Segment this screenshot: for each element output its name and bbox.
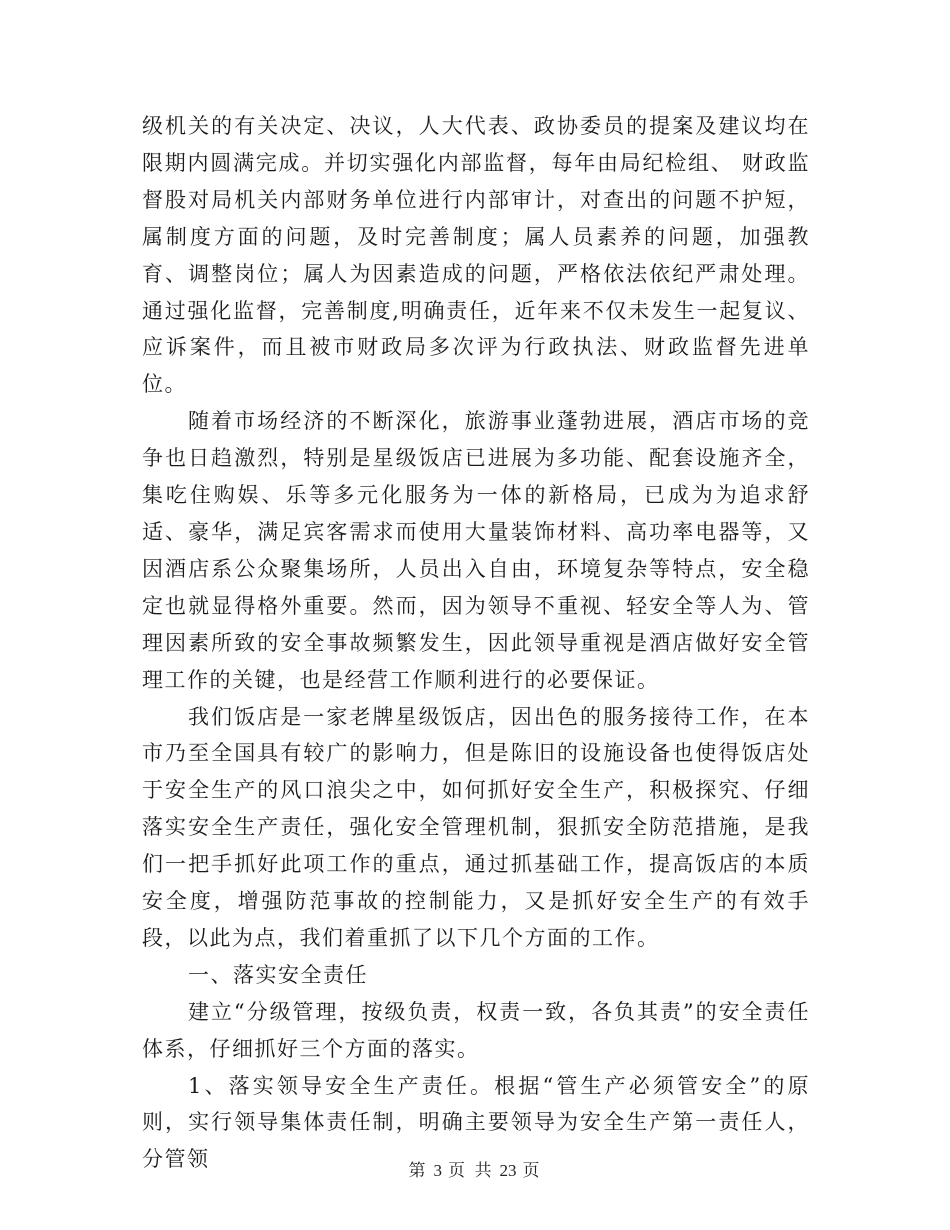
current-page-number: 3 (433, 1161, 443, 1180)
section-heading: 一、落实安全责任 (188, 962, 368, 987)
paragraph-3: 我们饭店是一家老牌星级饭店，因出色的服务接待工作，在本市乃至全国具有较广的影响力，但是陈旧的设施设备也使得饭店处于安全生产的风口浪尖之中，如何抓好安全生产，积极探究、仔细落实安全生产责任，强化安全管理机制，狠抓安全防范措施，是我们一把手抓好此项工作的重点，通过抓基础工作，提高饭店的本质安全度，增强防范事故的控制能力，又是抓好安全生产的有效手段，以此为点，我们着重抓了以下几个方面的工作。 (142, 704, 810, 950)
paragraph-2: 随着市场经济的不断深化，旅游事业蓬勃进展，酒店市场的竞争也日趋激烈，特别是星级饭店已进展为多功能、配套设施齐全，集吃住购娱、乐等多元化服务为一体的新格局，已成为为追求舒适、豪华，满足宾客需求而使用大量装饰材料、高功率电器等，又因酒店系公众聚集场所，人员出入自由，环境复杂等特点，安全稳定也就显得格外重要。然而，因为领导不重视、轻安全等人为、管理因素所致的安全事故频繁发生，因此领导重视是酒店做好安全管理工作的关键，也是经营工作顺利进行的必要保证。 (142, 409, 810, 692)
footer-prefix: 第 (408, 1161, 428, 1181)
total-pages-number: 23 (499, 1161, 517, 1180)
footer-suffix: 页 (522, 1161, 542, 1181)
footer-middle: 页 共 (448, 1161, 494, 1181)
paragraph-4: 建立“分级管理，按级负责，权责一致，各负其责”的安全责任体系，仔细抓好三个方面的落实。 (142, 999, 810, 1061)
document-body (142, 108, 810, 1178)
paragraph-5: 1、落实领导安全生产责任。根据“管生产必须管安全”的原则，实行领导集体责任制，明确主要领导为安全生产第一责任人，分管领 (142, 1073, 810, 1172)
paragraph-1: 级机关的有关决定、决议，人大代表、政协委员的提案及建议均在限期内圆满完成。并切实强化内部监督，每年由局纪检组、 财政监督股对局机关内部财务单位进行内部审计，对查出的问题不护短，属制度方面的问题，及时完善制度；属人员素养的问题，加强教育、调整岗位；属人为因素造成的问题，严格依法依纪严肃处理。通过强化监督，完善制度,明确责任，近年来不仅未发生一起复议、应诉案件，而且被市财政局多次评为行政执法、财政监督先进单位。 (142, 114, 810, 397)
page-footer (0, 1156, 950, 1181)
